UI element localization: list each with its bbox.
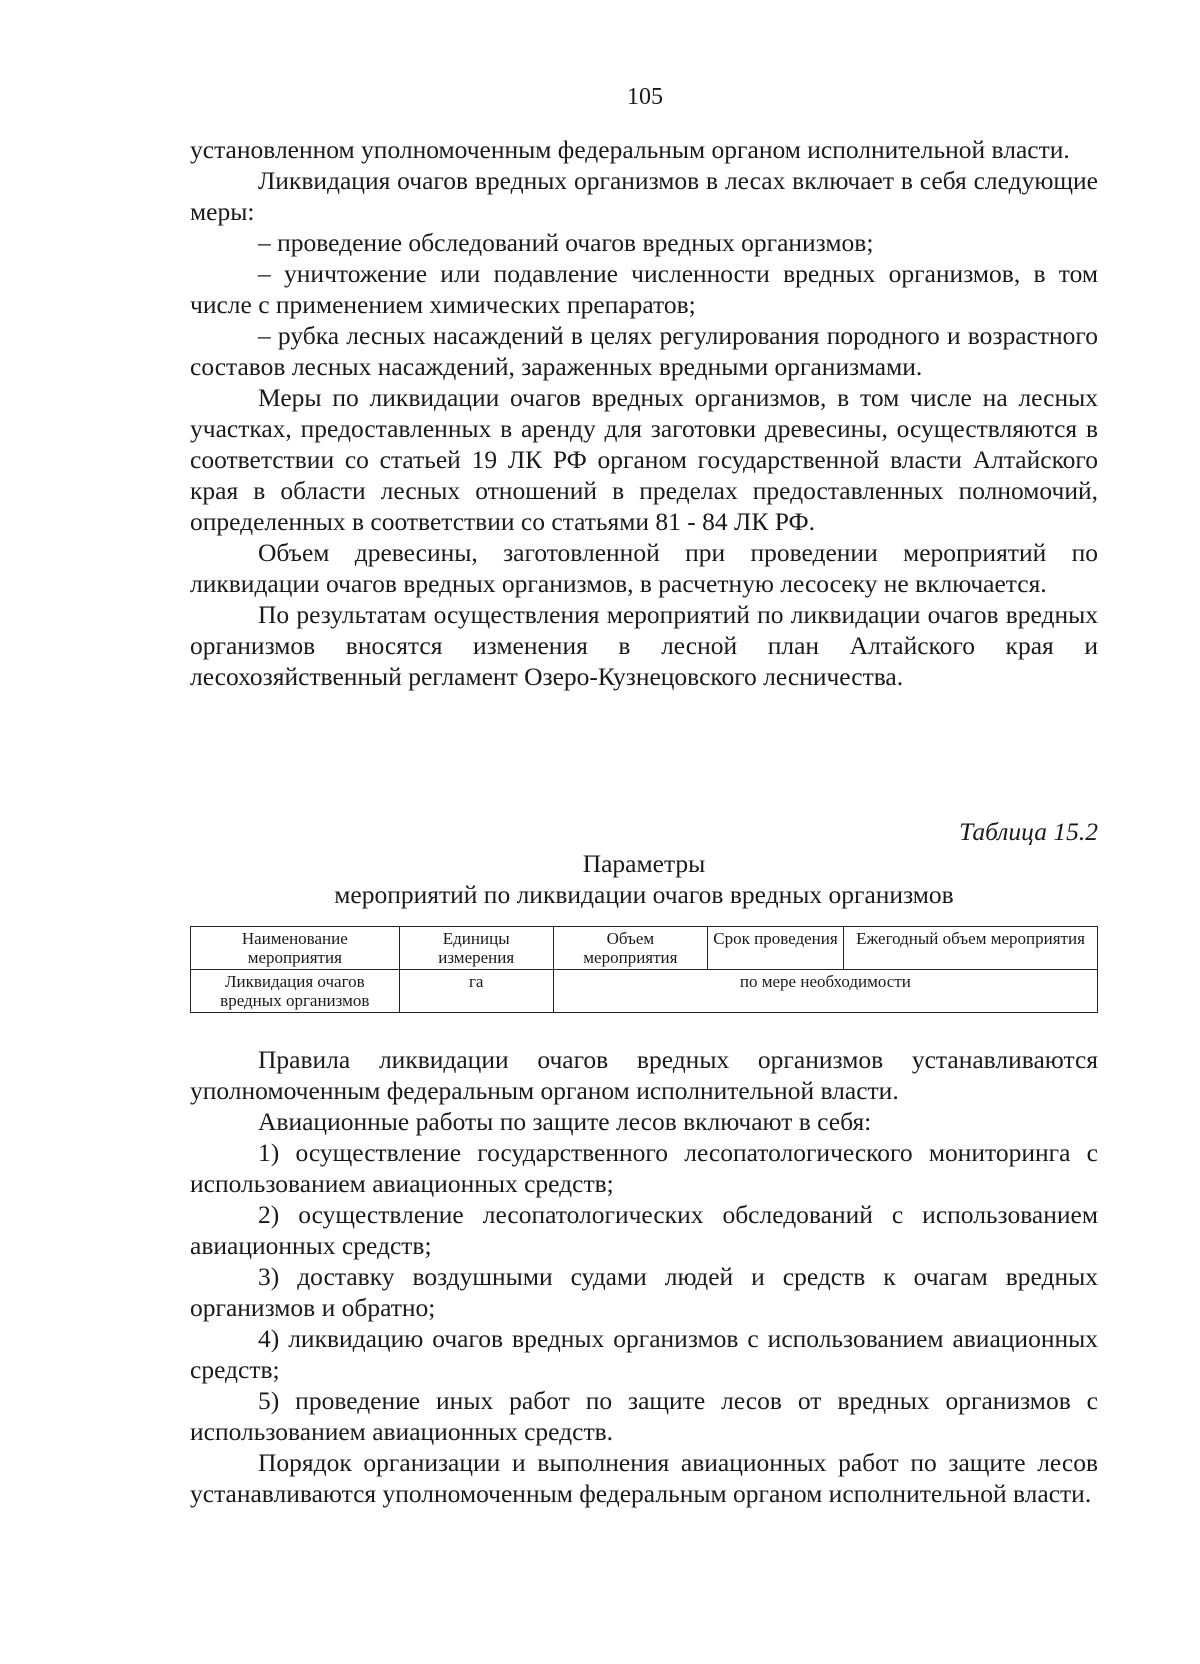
list-item: 5) проведение иных работ по защите лесов от вредных организмов с использованием авиационных средств. bbox=[190, 1386, 1098, 1446]
paragraph: Порядок организации и выполнения авиационных работ по защите лесов устанавливаются уполномоченным федеральным органом исполнительной власти. bbox=[190, 1448, 1098, 1508]
parameters-table bbox=[190, 926, 1098, 1013]
cell-merged: по мере необходимости bbox=[553, 970, 1097, 1013]
header-annual-volume: Ежегодный объем мероприятия bbox=[844, 927, 1098, 970]
list-item: 1) осуществление государственного лесопатологического мониторинга с использованием авиационных средств; bbox=[190, 1138, 1098, 1198]
list-item: – проведение обследований очагов вредных организмов; bbox=[258, 228, 874, 257]
list-item: – уничтожение или подавление численности вредных организмов, в том числе с применением химических препаратов; bbox=[190, 259, 1098, 319]
paragraph: По результатам осуществления мероприятий по ликвидации очагов вредных организмов вносятся изменения в лесной план Алтайского края и лесохозяйственный регламент Озеро-Кузнецовского лесничества. bbox=[190, 600, 1098, 691]
paragraph: установленном уполномоченным федеральным органом исполнительной власти. bbox=[190, 135, 1070, 164]
table-row bbox=[191, 970, 1098, 1013]
header-volume: Объем мероприятия bbox=[553, 927, 707, 970]
table-label: Таблица 15.2 bbox=[959, 817, 1098, 846]
table-subtitle: мероприятий по ликвидации очагов вредных организмов bbox=[334, 880, 954, 909]
paragraph: Правила ликвидации очагов вредных организмов устанавливаются уполномоченным федеральным органом исполнительной власти. bbox=[190, 1045, 1098, 1105]
paragraph: Объем древесины, заготовленной при проведении мероприятий по ликвидации очагов вредных организмов, в расчетную лесосеку не включается. bbox=[190, 538, 1098, 598]
header-unit: Единицы измерения bbox=[399, 927, 553, 970]
list-item: – рубка лесных насаждений в целях регулирования породного и возрастного составов лесных насаждений, зараженных вредными организмами. bbox=[190, 321, 1098, 381]
list-item: 2) осуществление лесопатологических обследований с использованием авиационных средств; bbox=[190, 1200, 1098, 1260]
cell-name: Ликвидация очагов вредных организмов bbox=[191, 970, 400, 1013]
header-term: Срок проведения bbox=[707, 927, 843, 970]
list-item: 3) доставку воздушными судами людей и средств к очагам вредных организмов и обратно; bbox=[190, 1262, 1098, 1322]
paragraph: Авиационные работы по защите лесов включают в себя: bbox=[258, 1107, 872, 1136]
page-number: 105 bbox=[627, 84, 663, 110]
cell-unit: га bbox=[399, 970, 553, 1013]
table-header-row bbox=[191, 927, 1098, 970]
table-title: Параметры bbox=[582, 849, 706, 878]
list-item: 4) ликвидацию очагов вредных организмов с использованием авиационных средств; bbox=[190, 1324, 1098, 1384]
paragraph: Меры по ликвидации очагов вредных организмов, в том числе на лесных участках, предоставленных в аренду для заготовки древесины, осуществляются в соответствии со статьей 19 ЛК РФ органом государственной власти Алтайского края в области лесных отношений в пределах предоставленных полномочий, определенных в соответствии со статьями 81 - 84 ЛК РФ. bbox=[190, 383, 1098, 536]
bottom-text-block bbox=[190, 1044, 1098, 1509]
header-name: Наименование мероприятия bbox=[191, 927, 400, 970]
top-text-block bbox=[190, 134, 1098, 692]
paragraph: Ликвидация очагов вредных организмов в лесах включает в себя следующие меры: bbox=[190, 166, 1098, 226]
